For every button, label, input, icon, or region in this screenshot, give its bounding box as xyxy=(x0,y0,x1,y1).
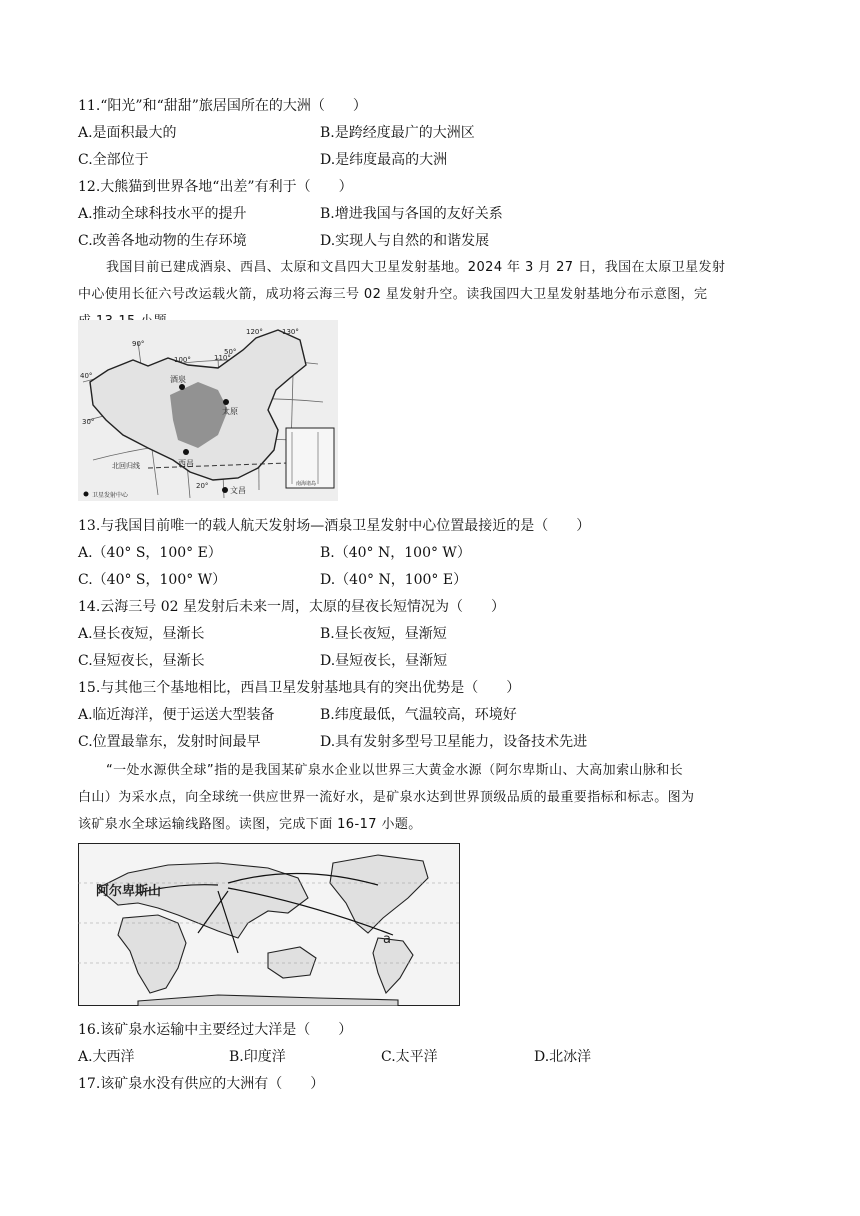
map1-lon90: 90° xyxy=(132,340,145,348)
map1-lon120: 120° xyxy=(246,328,263,336)
q16-stem: 16.该矿泉水运输中主要经过大洋是（ ） xyxy=(78,1022,353,1038)
q12-stem: 12.大熊猫到世界各地“出差”有利于（ ） xyxy=(78,179,353,195)
map1-inset: 南海诸岛 xyxy=(296,481,317,487)
passage1-line1: 我国目前已建成酒泉、西昌、太原和文昌四大卫星发射基地。2024 年 3 月 27 日，我国在太原卫星发射 xyxy=(106,260,726,275)
q15-option-a: A.临近海洋，便于运送大型装备 xyxy=(78,707,275,723)
q13-option-a: A.（40° S，100° E） xyxy=(78,545,222,561)
map2-alps-label: 阿尔卑斯山 xyxy=(96,884,162,899)
map1-lon130: 130° xyxy=(282,328,299,336)
q11-stem: 11.“阳光”和“甜甜”旅居国所在的大洲（ ） xyxy=(78,98,367,114)
map1-xichang: 西昌 xyxy=(178,459,194,468)
q12-option-b: B.增进我国与各国的友好关系 xyxy=(320,206,503,222)
map1-lat50: 50° xyxy=(224,348,237,356)
map1-taiyuan: 太原 xyxy=(222,407,238,416)
q13-option-b: B.（40° N，100° W） xyxy=(320,545,471,561)
taiyuan-dot xyxy=(223,399,229,405)
q11-option-d: D.是纬度最高的大洲 xyxy=(320,152,448,168)
map1-jiuquan: 酒泉 xyxy=(170,375,186,384)
map1-lat20: 20° xyxy=(196,482,209,490)
q14-option-d: D.昼短夜长，昼渐短 xyxy=(320,653,448,669)
q16-option-c: C.太平洋 xyxy=(381,1049,438,1065)
map1-lon110: 110° xyxy=(214,354,231,362)
q13-option-c: C.（40° S，100° W） xyxy=(78,572,227,588)
q14-option-a: A.昼长夜短，昼渐长 xyxy=(78,626,205,642)
q12-option-d: D.实现人与自然的和谐发展 xyxy=(320,233,490,249)
q13-stem: 13.与我国目前唯一的载人航天发射场—酒泉卫星发射中心位置最接近的是（ ） xyxy=(78,518,591,534)
q12-option-a: A.推动全球科技水平的提升 xyxy=(78,206,247,222)
passage2-line1: “一处水源供全球”指的是我国某矿泉水企业以世界三大黄金水源（阿尔卑斯山、大高加索山脉和长 xyxy=(106,763,684,778)
q15-option-c: C.位置最靠东，发射时间最早 xyxy=(78,734,261,750)
q15-option-d: D.具有发射多型号卫星能力，设备技术先进 xyxy=(320,734,588,750)
q16-option-d: D.北冰洋 xyxy=(534,1049,592,1065)
passage1-line2: 中心使用长征六号改运载火箭，成功将云海三号 02 星发射升空。读我国四大卫星发射基地分布示意图，完 xyxy=(78,287,708,302)
map1-tropic: 北回归线 xyxy=(112,462,140,470)
map2-a-label: a xyxy=(383,932,391,947)
map1-lat30: 30° xyxy=(82,418,95,426)
q12-option-c: C.改善各地动物的生存环境 xyxy=(78,233,247,249)
q14-option-b: B.昼长夜短，昼渐短 xyxy=(320,626,447,642)
map1-legend: 卫星发射中心 xyxy=(92,492,129,499)
q11-option-a: A.是面积最大的 xyxy=(78,125,177,141)
wenchang-dot xyxy=(222,487,228,493)
q13-option-d: D.（40° N，100° E） xyxy=(320,572,468,588)
q16-option-b: B.印度洋 xyxy=(229,1049,286,1065)
q15-stem: 15.与其他三个基地相比，西昌卫星发射基地具有的突出优势是（ ） xyxy=(78,680,521,696)
q14-stem: 14.云海三号 02 星发射后未来一周，太原的昼夜长短情况为（ ） xyxy=(78,599,505,615)
xichang-dot xyxy=(183,449,189,455)
map1-lon100: 100° xyxy=(174,356,191,364)
q11-option-c: C.全部位于 xyxy=(78,152,149,168)
world-transport-map xyxy=(78,843,460,1006)
q17-stem: 17.该矿泉水没有供应的大洲有（ ） xyxy=(78,1076,325,1092)
q15-option-b: B.纬度最低，气温较高，环境好 xyxy=(320,707,517,723)
q16-option-a: A.大西洋 xyxy=(78,1049,135,1065)
q14-option-c: C.昼短夜长，昼渐长 xyxy=(78,653,205,669)
passage-mineral-water xyxy=(78,757,784,838)
map1-lat40: 40° xyxy=(80,372,93,380)
map1-wenchang: 文昌 xyxy=(230,486,246,495)
passage2-line2: 白山）为采水点，向全球统一供应世界一流好水，是矿泉水达到世界顶级品质的最重要指标和标志。图为 xyxy=(78,790,695,805)
q11-option-b: B.是跨经度最广的大洲区 xyxy=(320,125,475,141)
jiuquan-dot xyxy=(179,384,185,390)
china-launch-sites-map xyxy=(78,320,338,501)
passage2-line3: 该矿泉水全球运输线路图。读图，完成下面 16-17 小题。 xyxy=(78,817,422,832)
